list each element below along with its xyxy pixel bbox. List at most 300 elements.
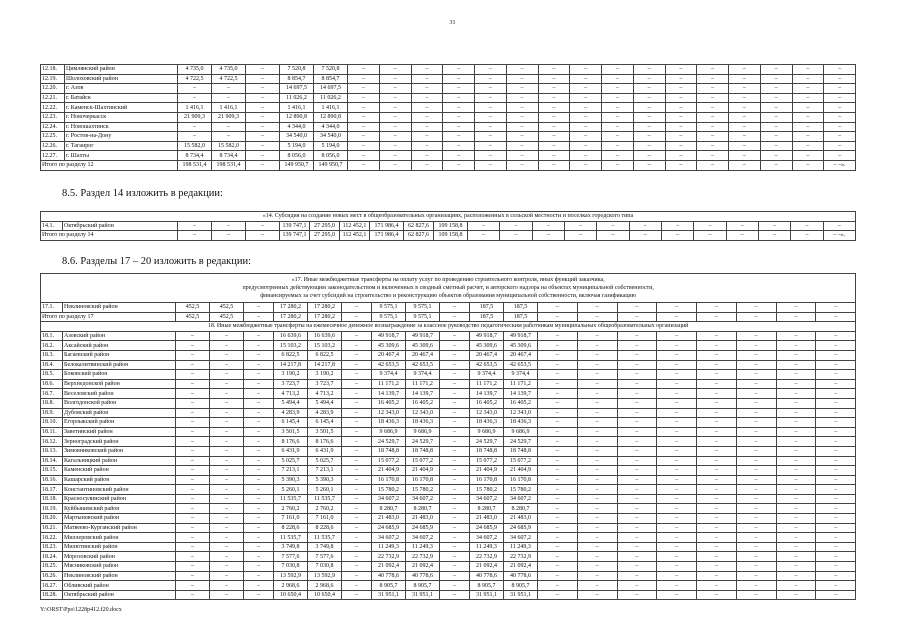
value-cell: –	[657, 475, 697, 485]
value-cell: –	[411, 74, 443, 84]
value-cell: –	[736, 331, 776, 341]
value-cell: –	[602, 160, 634, 170]
value-cell: –	[440, 504, 470, 514]
value-cell: –	[633, 103, 665, 113]
table-row	[41, 485, 856, 495]
value-cell: –	[697, 112, 729, 122]
value-cell: –	[736, 408, 776, 418]
value-cell: –	[176, 590, 210, 600]
value-cell: 6 822,5	[274, 350, 308, 360]
value-cell: –	[694, 231, 726, 241]
value-cell: 9 575,1	[406, 303, 440, 313]
value-cell: –	[379, 103, 411, 113]
value-cell: –	[411, 103, 443, 113]
value-cell: –	[665, 65, 697, 75]
value-cell: –	[244, 475, 274, 485]
value-cell: –	[538, 466, 578, 476]
district-name: г. Новочеркасск	[65, 112, 178, 122]
value-cell: –	[617, 437, 657, 447]
value-cell: –	[210, 408, 244, 418]
value-cell: –	[617, 552, 657, 562]
value-cell: –	[816, 466, 856, 476]
value-cell: 5 260,1	[308, 485, 342, 495]
value-cell: 22 732,9	[470, 552, 504, 562]
value-cell: 6 431,9	[308, 446, 342, 456]
value-cell: 16 170,8	[406, 475, 440, 485]
district-name: г. Азов	[65, 84, 178, 94]
value-cell: –	[657, 581, 697, 591]
value-cell: –	[697, 485, 737, 495]
value-cell: –	[440, 446, 470, 456]
value-cell: –	[506, 65, 538, 75]
value-cell: –	[729, 74, 761, 84]
row-number: 18.25.	[41, 562, 63, 572]
district-name: Дубовский район	[63, 408, 176, 418]
value-cell: –	[468, 231, 500, 241]
value-cell: –	[411, 112, 443, 122]
value-cell: –	[736, 504, 776, 514]
value-cell: –	[379, 141, 411, 151]
value-cell: –	[697, 84, 729, 94]
value-cell: –	[697, 418, 737, 428]
value-cell: –	[617, 475, 657, 485]
value-cell: –	[736, 389, 776, 399]
table-row	[41, 437, 856, 447]
value-cell: –	[776, 523, 816, 533]
section-18-title: 18. Иные межбюджетные трансферты на ежемесячное денежное вознаграждение за классное руководство педагогическим работникам муниципальных общеобразовательных организаций	[41, 322, 856, 332]
value-cell: 6 822,5	[308, 350, 342, 360]
value-cell: –	[506, 122, 538, 132]
value-cell: –	[538, 132, 570, 142]
value-cell: –	[816, 398, 856, 408]
value-cell: –	[736, 523, 776, 533]
value-cell: 3 501,5	[308, 427, 342, 437]
value-cell: –	[348, 84, 380, 94]
value-cell: 34 540,0	[314, 132, 348, 142]
value-cell: 4 722,5	[212, 74, 246, 84]
value-cell: –	[736, 494, 776, 504]
value-cell: –	[633, 122, 665, 132]
value-cell: –	[577, 379, 617, 389]
value-cell: 198 531,4	[212, 160, 246, 170]
value-cell: –	[657, 379, 697, 389]
district-name: Волгодонской район	[63, 398, 176, 408]
value-cell: 18 748,8	[470, 446, 504, 456]
value-cell: 24 529,7	[372, 437, 406, 447]
value-cell: 11 249,3	[470, 542, 504, 552]
value-cell: –	[176, 379, 210, 389]
district-name: Веселовский район	[63, 389, 176, 399]
value-cell: 11 171,2	[504, 379, 538, 389]
value-cell: 24 685,9	[470, 523, 504, 533]
row-number: 18.10.	[41, 418, 63, 428]
value-cell: –	[816, 370, 856, 380]
value-cell: 1 416,1	[178, 103, 212, 113]
value-cell: –	[348, 112, 380, 122]
value-cell: 20 467,4	[504, 350, 538, 360]
value-cell: 14 139,7	[372, 389, 406, 399]
value-cell: –	[244, 571, 274, 581]
value-cell: –	[244, 331, 274, 341]
value-cell: 7 213,1	[308, 466, 342, 476]
value-cell: 8 734,4	[212, 151, 246, 161]
value-cell: –	[697, 504, 737, 514]
row-number: 18.15.	[41, 466, 63, 476]
value-cell: –	[657, 446, 697, 456]
value-cell: –	[246, 84, 280, 94]
value-cell: –	[776, 360, 816, 370]
value-cell: –	[633, 132, 665, 142]
row-number: 18.20.	[41, 514, 63, 524]
value-cell: –	[411, 122, 443, 132]
row-number: 18.7.	[41, 389, 63, 399]
value-cell: –	[500, 221, 532, 231]
value-cell: –	[577, 523, 617, 533]
value-cell: –	[617, 466, 657, 476]
value-cell: –	[736, 456, 776, 466]
value-cell: –	[443, 65, 475, 75]
value-cell: –	[726, 231, 758, 241]
value-cell: 8 280,7	[504, 504, 538, 514]
value-cell: –	[824, 103, 856, 113]
value-cell: 40 778,6	[372, 571, 406, 581]
value-cell: –	[538, 303, 578, 313]
value-cell: –	[475, 103, 507, 113]
value-cell: 45 309,6	[470, 341, 504, 351]
value-cell: –	[816, 581, 856, 591]
value-cell: 31 951,1	[504, 590, 538, 600]
value-cell: –	[210, 571, 244, 581]
value-cell: –	[760, 93, 792, 103]
value-cell: 24 529,7	[504, 437, 538, 447]
value-cell: 5 494,4	[274, 398, 308, 408]
district-name: Зимовниковский район	[63, 446, 176, 456]
value-cell: 12 890,8	[280, 112, 314, 122]
table-section-14	[40, 211, 856, 241]
value-cell: 8 176,6	[274, 437, 308, 447]
value-cell: 8 280,7	[406, 504, 440, 514]
value-cell: –	[697, 370, 737, 380]
value-cell: 49 918,7	[470, 331, 504, 341]
value-cell: –	[475, 160, 507, 170]
value-cell: –	[776, 303, 816, 313]
value-cell: –	[532, 231, 564, 241]
value-cell: 34 607,2	[504, 533, 538, 543]
value-cell: 8 280,7	[470, 504, 504, 514]
value-cell: 3 190,2	[308, 370, 342, 380]
value-cell: –	[824, 112, 856, 122]
value-cell: –	[342, 379, 372, 389]
value-cell: 452,5	[176, 303, 210, 313]
value-cell: –	[760, 103, 792, 113]
row-number: 18.23.	[41, 542, 63, 552]
row-number: 18.18.	[41, 494, 63, 504]
total-label: Итого по разделу 17	[41, 312, 176, 322]
table-section-12	[40, 64, 856, 171]
value-cell: –	[816, 552, 856, 562]
value-cell: –	[577, 542, 617, 552]
value-cell: –	[729, 122, 761, 132]
value-cell: –	[440, 485, 470, 495]
value-cell: 24 685,9	[504, 523, 538, 533]
value-cell: –	[210, 331, 244, 341]
value-cell: 18 748,8	[504, 446, 538, 456]
value-cell: 62 827,6	[404, 231, 434, 241]
table-row	[41, 74, 856, 84]
value-cell: –	[342, 494, 372, 504]
value-cell: –	[617, 370, 657, 380]
value-cell: –	[597, 231, 629, 241]
value-cell: –	[665, 141, 697, 151]
value-cell: –	[475, 65, 507, 75]
value-cell: 5 194,0	[280, 141, 314, 151]
value-cell: –	[379, 65, 411, 75]
value-cell: –	[210, 590, 244, 600]
value-cell: –	[577, 418, 617, 428]
value-cell: –	[602, 112, 634, 122]
value-cell: –	[538, 475, 578, 485]
value-cell: –	[538, 112, 570, 122]
value-cell: –	[411, 151, 443, 161]
value-cell: 139 747,1	[280, 221, 310, 231]
value-cell: –	[246, 221, 280, 231]
value-cell: –	[602, 84, 634, 94]
value-cell: –	[633, 74, 665, 84]
value-cell: –	[342, 542, 372, 552]
value-cell: 9 374,4	[406, 370, 440, 380]
value-cell: –	[617, 590, 657, 600]
value-cell: 62 827,6	[404, 221, 434, 231]
value-cell: –	[816, 590, 856, 600]
value-cell: 5 494,4	[308, 398, 342, 408]
table-row	[41, 408, 856, 418]
district-name: Белокалитвинский район	[63, 360, 176, 370]
value-cell: –	[697, 590, 737, 600]
value-cell: –	[506, 132, 538, 142]
row-number: 12.18.	[41, 65, 65, 75]
value-cell: –	[577, 590, 617, 600]
value-cell: 7 520,8	[314, 65, 348, 75]
heading-section-14: 8.5. Раздел 14 изложить в редакции:	[62, 188, 223, 199]
value-cell: 9 374,4	[504, 370, 538, 380]
value-cell: 18 436,3	[504, 418, 538, 428]
value-cell: –	[475, 132, 507, 142]
table-row	[41, 398, 856, 408]
value-cell: –	[736, 466, 776, 476]
value-cell: –	[538, 122, 570, 132]
value-cell: –	[342, 571, 372, 581]
value-cell: –	[443, 74, 475, 84]
value-cell: 8 905,7	[504, 581, 538, 591]
value-cell: 7 213,1	[274, 466, 308, 476]
value-cell: –	[657, 312, 697, 322]
value-cell: –	[657, 590, 697, 600]
section-17-title	[41, 274, 856, 303]
value-cell: –	[792, 103, 824, 113]
value-cell: –	[244, 542, 274, 552]
district-name: Цимлянский район	[65, 65, 178, 75]
row-number: 18.4.	[41, 360, 63, 370]
value-cell: –	[657, 456, 697, 466]
table-row	[41, 456, 856, 466]
value-cell: 3 501,5	[274, 427, 308, 437]
value-cell: 7 030,8	[308, 562, 342, 572]
value-cell: –	[617, 571, 657, 581]
value-cell: –	[440, 533, 470, 543]
table-sections-17-18	[40, 273, 856, 600]
value-cell: 17 280,2	[308, 303, 342, 313]
value-cell: 10 650,4	[308, 590, 342, 600]
value-cell: –	[475, 84, 507, 94]
value-cell: –	[411, 65, 443, 75]
value-cell: –	[440, 370, 470, 380]
value-cell: –	[697, 103, 729, 113]
value-cell: –	[617, 303, 657, 313]
value-cell: –	[665, 112, 697, 122]
value-cell: –	[564, 221, 596, 231]
value-cell: –	[538, 446, 578, 456]
value-cell: 42 653,5	[504, 360, 538, 370]
value-cell: 7 161,0	[274, 514, 308, 524]
value-cell: –	[816, 514, 856, 524]
value-cell: –	[697, 533, 737, 543]
value-cell: –	[657, 398, 697, 408]
value-cell: –	[244, 341, 274, 351]
value-cell: –	[577, 466, 617, 476]
value-cell: –	[758, 231, 790, 241]
value-cell: –	[538, 160, 570, 170]
row-number: 12.20.	[41, 84, 65, 94]
value-cell: –	[697, 132, 729, 142]
value-cell: –	[729, 141, 761, 151]
value-cell: –	[577, 552, 617, 562]
table-row	[41, 466, 856, 476]
value-cell: –	[760, 151, 792, 161]
value-cell: –	[602, 93, 634, 103]
value-cell: –	[475, 151, 507, 161]
value-cell: –	[210, 341, 244, 351]
value-cell: –	[729, 132, 761, 142]
table-row	[41, 93, 856, 103]
value-cell: –	[379, 112, 411, 122]
value-cell: –	[760, 65, 792, 75]
value-cell: –	[617, 418, 657, 428]
value-cell: –	[570, 74, 602, 84]
value-cell: –	[776, 446, 816, 456]
value-cell: –	[760, 112, 792, 122]
row-number: 12.22.	[41, 103, 65, 113]
value-cell: –	[342, 456, 372, 466]
value-cell: 21 092,4	[372, 562, 406, 572]
value-cell: –	[776, 485, 816, 495]
value-cell: –	[570, 65, 602, 75]
value-cell: 8 734,4	[178, 151, 212, 161]
value-cell: –	[538, 103, 570, 113]
value-cell: –	[816, 418, 856, 428]
value-cell: –	[729, 93, 761, 103]
value-cell: 21 404,9	[406, 466, 440, 476]
value-cell: –	[500, 231, 532, 241]
value-cell: 49 918,7	[372, 331, 406, 341]
value-cell: –	[348, 132, 380, 142]
value-cell: –	[538, 93, 570, 103]
value-cell: –	[633, 151, 665, 161]
value-cell: –	[657, 571, 697, 581]
value-cell: –	[538, 485, 578, 495]
district-name: Боковский район	[63, 370, 176, 380]
value-cell: –	[617, 542, 657, 552]
footer-filename: Y:\ORST\Ppo\1228p412.f20.docx	[40, 607, 122, 613]
value-cell: –	[824, 84, 856, 94]
value-cell: 14 217,8	[308, 360, 342, 370]
value-cell: –	[602, 103, 634, 113]
value-cell: –	[538, 350, 578, 360]
value-cell: –	[736, 571, 776, 581]
value-cell: –	[697, 303, 737, 313]
value-cell: 11 249,3	[372, 542, 406, 552]
value-cell: –	[246, 141, 280, 151]
value-cell: –	[577, 446, 617, 456]
value-cell: –	[212, 231, 246, 241]
value-cell: –	[379, 160, 411, 170]
value-cell: –	[244, 466, 274, 476]
value-cell: 45 309,6	[504, 341, 538, 351]
value-cell: 11 171,2	[470, 379, 504, 389]
value-cell: –	[176, 581, 210, 591]
value-cell: 21 909,3	[212, 112, 246, 122]
value-cell: –	[602, 151, 634, 161]
value-cell: –	[617, 523, 657, 533]
value-cell: –	[633, 65, 665, 75]
value-cell: – –».	[823, 231, 855, 241]
value-cell: 15 780,2	[406, 485, 440, 495]
value-cell: –	[210, 552, 244, 562]
value-cell: –	[729, 151, 761, 161]
value-cell: 21 483,0	[372, 514, 406, 524]
value-cell: 112 452,1	[340, 221, 370, 231]
value-cell: –	[736, 370, 776, 380]
value-cell: –	[244, 552, 274, 562]
value-cell: –	[657, 303, 697, 313]
value-cell: –	[538, 542, 578, 552]
value-cell: 8 854,7	[280, 74, 314, 84]
value-cell: –	[776, 341, 816, 351]
value-cell: –	[657, 427, 697, 437]
value-cell: –	[210, 485, 244, 495]
value-cell: –	[176, 427, 210, 437]
table-row	[41, 132, 856, 142]
district-name: г. Шахты	[65, 151, 178, 161]
value-cell: –	[440, 456, 470, 466]
value-cell: –	[697, 446, 737, 456]
value-cell: –	[776, 398, 816, 408]
row-number: 12.27.	[41, 151, 65, 161]
table-row	[41, 562, 856, 572]
value-cell: –	[736, 475, 776, 485]
value-cell: –	[697, 93, 729, 103]
value-cell: –	[816, 303, 856, 313]
value-cell: 12 890,8	[314, 112, 348, 122]
value-cell: 2 968,6	[274, 581, 308, 591]
value-cell: –	[824, 151, 856, 161]
value-cell: –	[736, 427, 776, 437]
table-row	[41, 303, 856, 313]
row-number: 18.27.	[41, 581, 63, 591]
value-cell: –	[697, 122, 729, 132]
value-cell: 15 582,0	[212, 141, 246, 151]
value-cell: –	[776, 312, 816, 322]
value-cell: –	[617, 408, 657, 418]
